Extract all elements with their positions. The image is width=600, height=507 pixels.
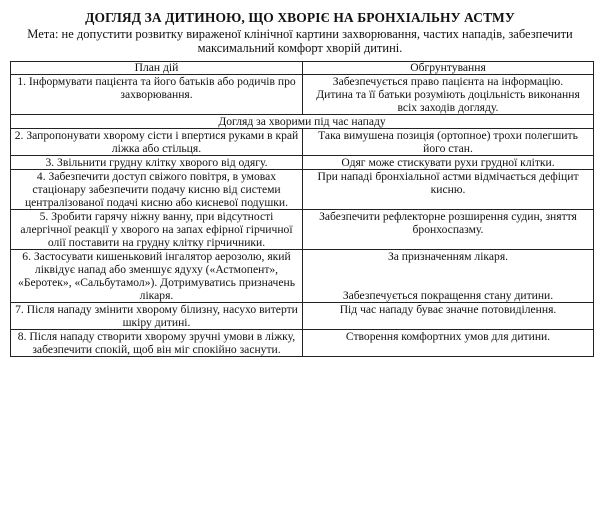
reason-cell: Забезпечити рефлекторне розширення судин, зняття бронхоспазму.: [303, 210, 594, 250]
plan-cell: 7. Після нападу змінити хворому білизну, насухо витерти шкіру дитині.: [11, 303, 303, 330]
document-goal: Мета: не допустити розвитку вираженої клінічної картини захворювання, частих нападів, забезпечити максимальний комфорт хворій дитині.: [27, 27, 573, 55]
table-row: [11, 330, 594, 357]
document-title: ДОГЛЯД ЗА ДИТИНОЮ, ЩО ХВОРІЄ НА БРОНХІАЛЬНУ АСТМУ: [85, 10, 515, 25]
table-row: [11, 250, 594, 303]
table-header-row: [11, 62, 594, 75]
plan-cell: 5. Зробити гарячу ніжну ванну, при відсутності алергічної реакції у хворого на запах ефірної гірчичної олії поставити на грудну клітку гірчичники.: [11, 210, 303, 250]
section-label: Догляд за хворими під час нападу: [11, 115, 594, 129]
reason-cell: Така вимушена позиція (ортопное) трохи полегшить його стан.: [303, 129, 594, 156]
reason-cell: За призначенням лікаря. Забезпечується покращення стану дитини.: [303, 250, 594, 303]
table-row: [11, 303, 594, 330]
table-row: [11, 156, 594, 170]
plan-cell: 6. Застосувати кишеньковий інгалятор аерозолю, який ліквідує напад або зменшує ядуху («Астмопент», «Беротек», «Сальбутамол»). Дотримуватись призначень лікаря.: [11, 250, 303, 303]
reason-cell: Забезпечується право пацієнта на інформацію. Дитина та її батьки розуміють доцільність виконання всіх заходів догляду.: [303, 75, 594, 115]
plan-cell: 8. Після нападу створити хворому зручні умови в ліжку, забезпечити спокій, щоб він міг спокійно заснути.: [11, 330, 303, 357]
reason-cell: Під час нападу буває значне потовиділення.: [303, 303, 594, 330]
reason-cell: При нападі бронхіальної астми відмічається дефіцит кисню.: [303, 170, 594, 210]
plan-cell: 4. Забезпечити доступ свіжого повітря, в умовах стаціонару забезпечити подачу кисню від системи централізованої подачі кисню або кисневої подушки.: [11, 170, 303, 210]
table-row: [11, 75, 594, 115]
reason-cell: Створення комфортних умов для дитини.: [303, 330, 594, 357]
column-header-plan: План дій: [11, 62, 303, 75]
table-row: [11, 210, 594, 250]
care-plan-table: [10, 61, 594, 357]
section-row: [11, 115, 594, 129]
plan-cell: 3. Звільнити грудну клітку хворого від одягу.: [11, 156, 303, 170]
reason-cell: Одяг може стискувати рухи грудної клітки.: [303, 156, 594, 170]
column-header-reason: Обгрунтування: [303, 62, 594, 75]
plan-cell: 1. Інформувати пацієнта та його батьків або родичів про захворювання.: [11, 75, 303, 115]
table-row: [11, 170, 594, 210]
table-row: [11, 129, 594, 156]
plan-cell: 2. Запропонувати хворому сісти і впертися руками в край ліжка або стільця.: [11, 129, 303, 156]
